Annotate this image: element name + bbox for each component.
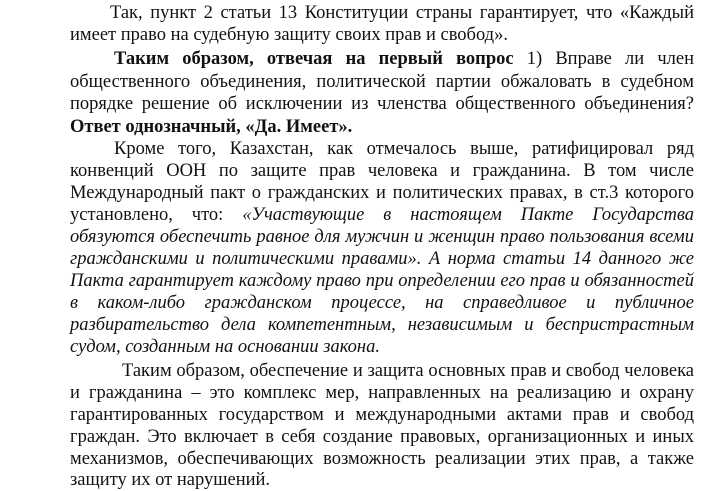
text-line bbox=[70, 93, 694, 115]
text-run: 1) Вправе ли член bbox=[513, 49, 694, 69]
italic-text-run: гражданскими и политическими правами». А норма статьи 14 данного же bbox=[70, 249, 694, 269]
text-line bbox=[70, 204, 694, 226]
italic-text-run: разбирательство дела компетентным, независимым и беспристрастным bbox=[70, 315, 694, 335]
italic-text-run: в каком-либо гражданском процессе, на справедливое и публичное bbox=[70, 293, 694, 313]
text-line bbox=[70, 314, 694, 336]
text-line bbox=[70, 48, 694, 70]
text-line bbox=[70, 336, 694, 358]
text-run: общественного объединения, политической партии обжаловать в судебном bbox=[70, 72, 694, 92]
text-line bbox=[70, 448, 694, 470]
text-run: граждан. Это включает в себя создание правовых, организационных и иных bbox=[70, 427, 694, 447]
text-run: Международный пакт о гражданских и политических правах, в ст.3 которого bbox=[70, 183, 694, 203]
text-line bbox=[70, 160, 694, 182]
text-run: механизмов, обеспечивающих возможность реализации этих прав, а также bbox=[70, 449, 694, 469]
text-line bbox=[70, 292, 694, 314]
answer-line bbox=[70, 116, 694, 138]
text-run: Кроме того, Казахстан, как отмечалось выше, ратифицировал ряд bbox=[114, 139, 694, 159]
text-run: Таким образом, обеспечение и защита основных прав и свобод человека bbox=[122, 361, 694, 381]
bold-text-run: Таким образом, отвечая на первый вопрос bbox=[114, 49, 514, 69]
italic-text-run: Пакта гарантирует каждому право при определении его прав и обязанностей bbox=[70, 271, 694, 291]
text-line bbox=[70, 270, 694, 292]
text-run: гарантированных государством и международными актами прав и свобод bbox=[70, 405, 694, 425]
italic-text-run: обязуются обеспечить равное для мужчин и женщин право пользования всеми bbox=[70, 227, 694, 247]
text-line bbox=[70, 138, 694, 160]
text-line bbox=[70, 426, 694, 448]
text-run: имеет право на судебную защиту своих прав и свобод». bbox=[70, 25, 508, 45]
text-run: конвенций ООН по защите прав человека и гражданина. В том числе bbox=[70, 161, 694, 181]
text-line bbox=[70, 469, 694, 491]
text-run: установлено, что: bbox=[70, 205, 243, 225]
text-line bbox=[70, 360, 694, 382]
text-line bbox=[70, 71, 694, 93]
text-line bbox=[70, 226, 694, 248]
text-line bbox=[70, 24, 694, 46]
bold-text-run: Ответ однозначный, «Да. Имеет». bbox=[70, 117, 353, 137]
italic-text-run: «Участвующие в настоящем Пакте Государства bbox=[242, 205, 694, 225]
text-line bbox=[70, 248, 694, 270]
text-line bbox=[70, 404, 694, 426]
text-run: Так, пункт 2 статьи 13 Конституции страны гарантирует, что «Каждый bbox=[110, 3, 694, 23]
text-line bbox=[70, 2, 694, 24]
text-line bbox=[70, 382, 694, 404]
text-line bbox=[70, 182, 694, 204]
italic-text-run: судом, созданным на основании закона. bbox=[70, 337, 380, 357]
text-run: защиту их от нарушений. bbox=[70, 470, 271, 490]
text-run: и гражданина – это комплекс мер, направленных на реализацию и охрану bbox=[70, 383, 694, 403]
text-run: порядке решение об исключении из членства общественного объединения? bbox=[70, 94, 694, 114]
